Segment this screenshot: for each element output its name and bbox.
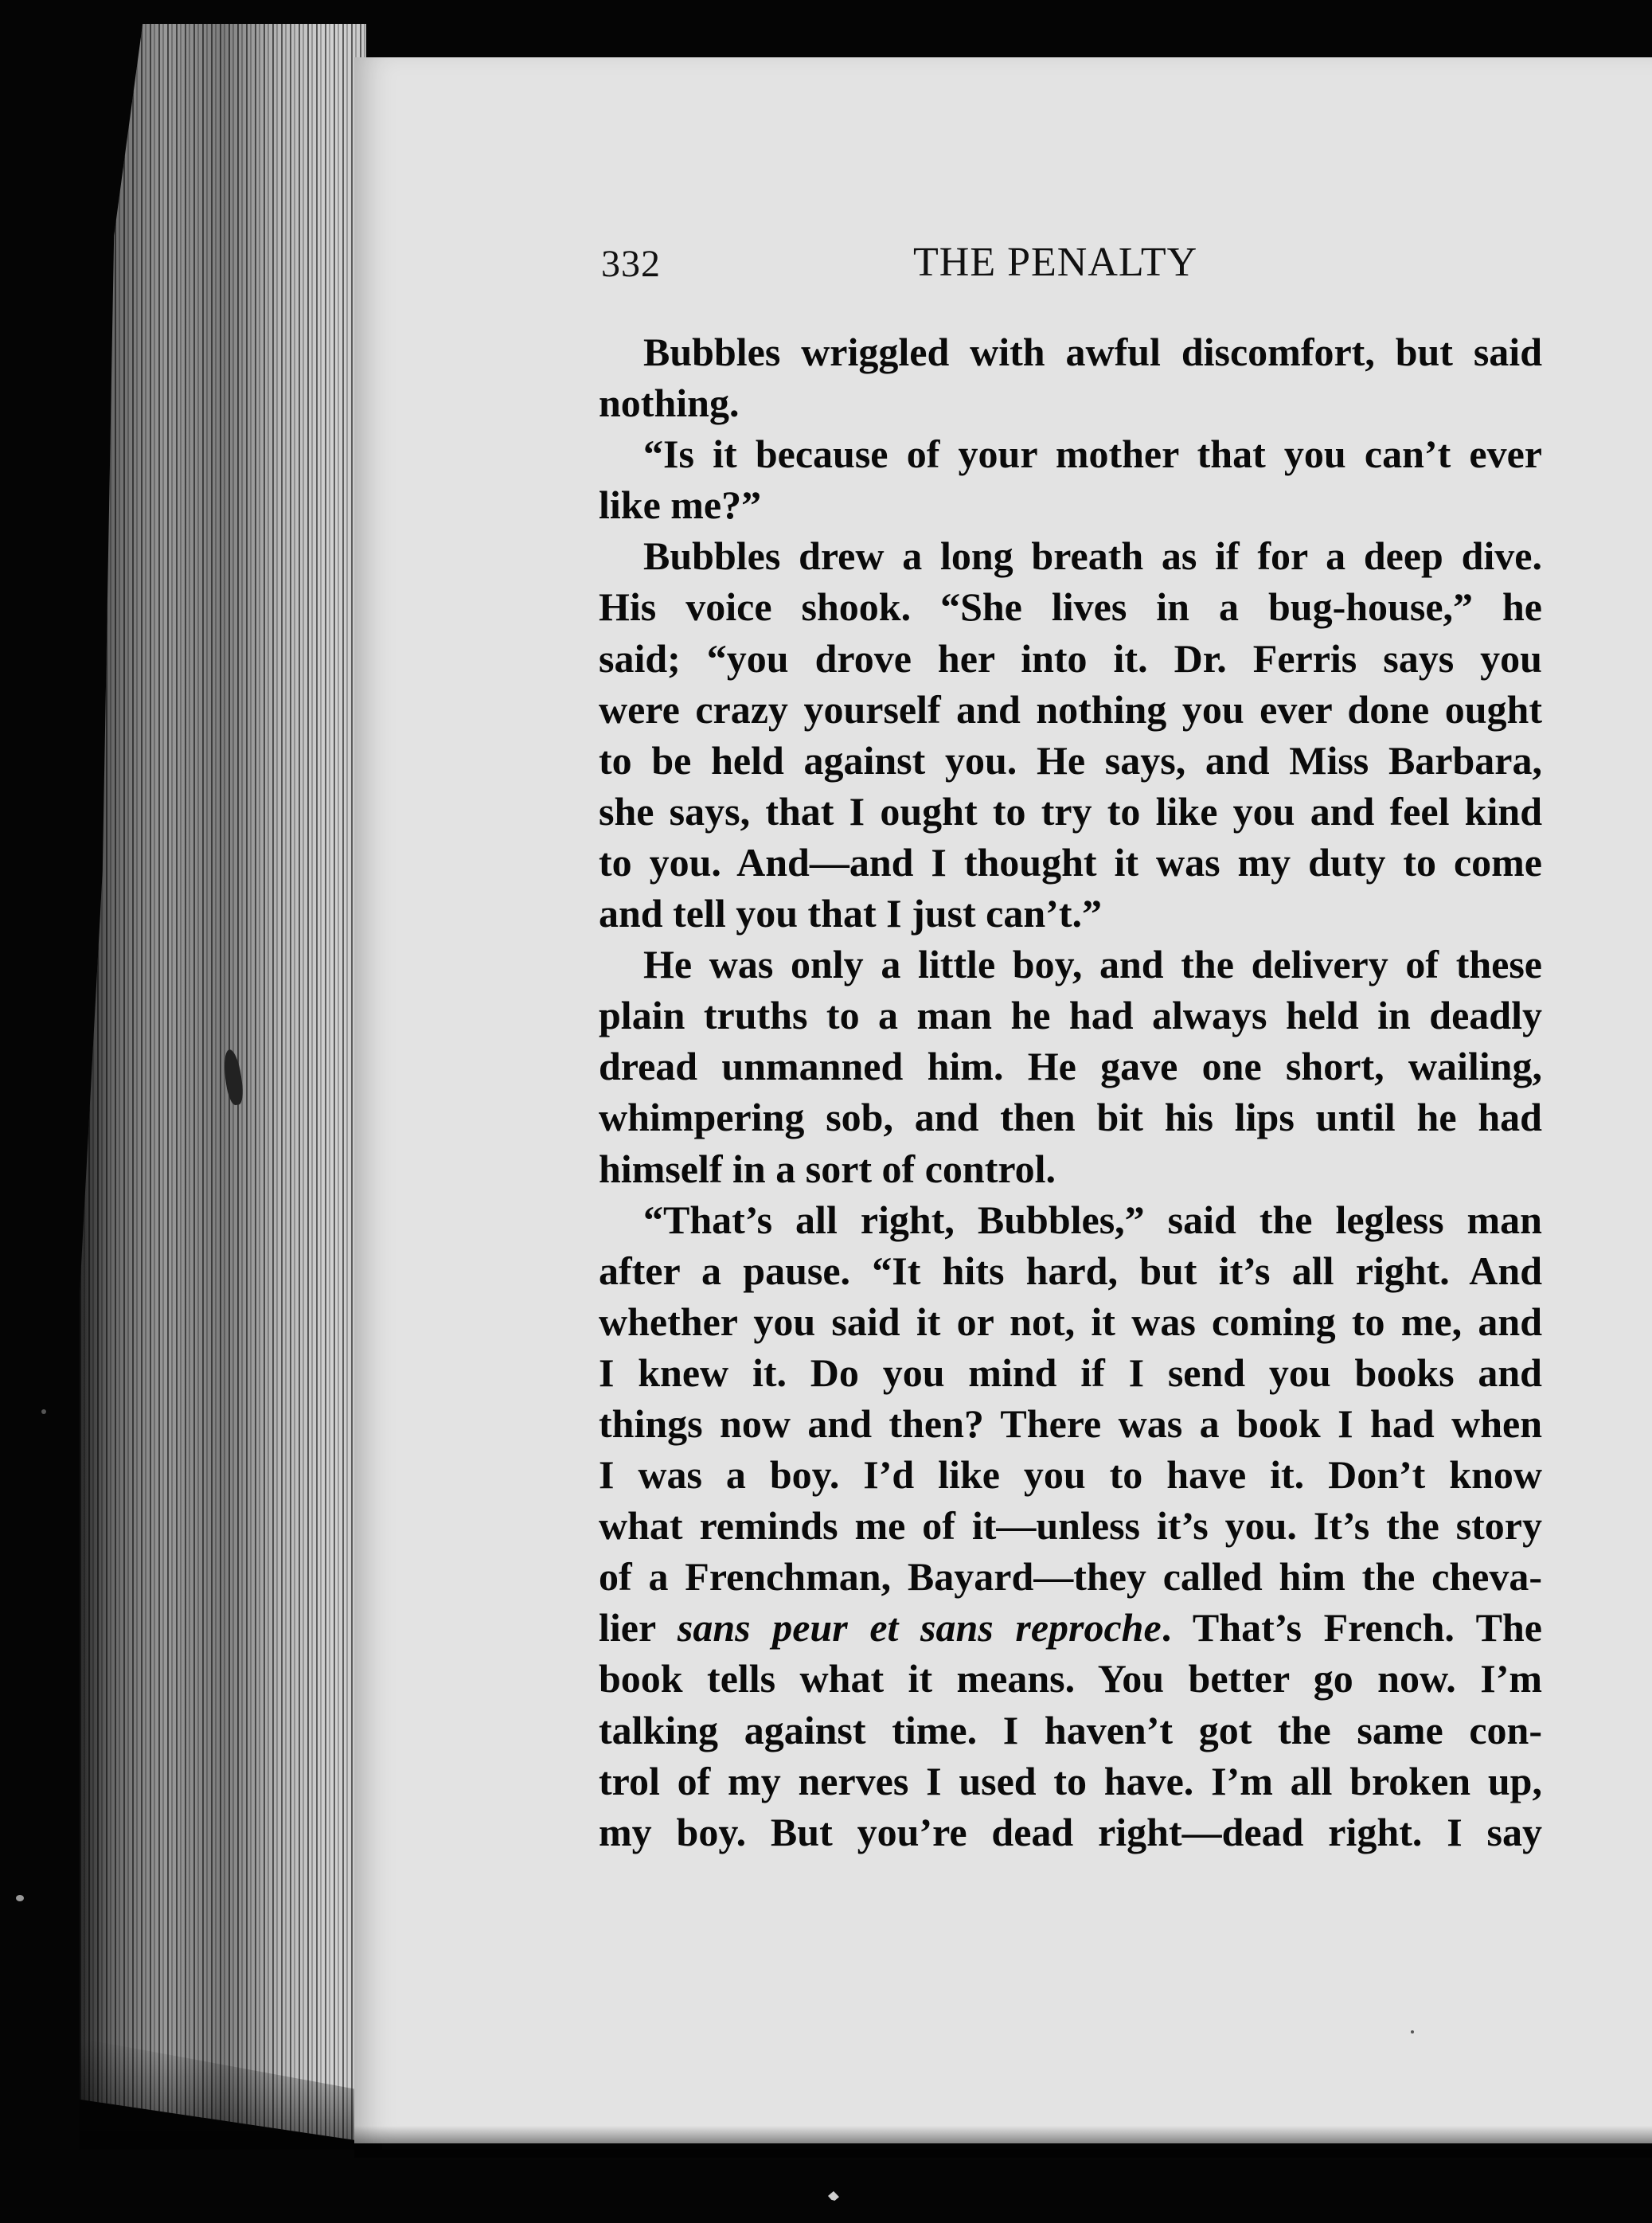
text-line: my boy. But you’re dead right—dead right. I say <box>599 1809 1542 1854</box>
text-line: plain truths to a man he had always held in deadly <box>599 993 1542 1038</box>
page-number: 332 <box>601 243 661 285</box>
text-line: I was a boy. I’d like you to have it. Don’t know <box>599 1452 1542 1498</box>
text-line: things now and then? There was a book I had when <box>599 1401 1542 1446</box>
text-line: book tells what it means. You better go now. I’m <box>599 1656 1542 1701</box>
text-line: “That’s all right, Bubbles,” said the legless man <box>643 1197 1542 1242</box>
text-line: trol of my nerves I used to have. I’m all broken up, <box>599 1758 1542 1803</box>
page-bottom-shadow <box>354 2126 1652 2158</box>
text-segment: . That’s French. The <box>1161 1605 1542 1651</box>
text-line: His voice shook. “She lives in a bug-house,” he <box>599 584 1542 630</box>
text-line: “Is it because of your mother that you can’t ever <box>643 432 1542 477</box>
running-head <box>601 232 1547 296</box>
text-line: dread unmanned him. He gave one short, wailing, <box>599 1044 1542 1089</box>
text-line: He was only a little boy, and the delivery of these <box>643 942 1542 987</box>
text-line: were crazy yourself and nothing you ever done ought <box>599 686 1542 732</box>
text-line: she says, that I ought to try to like you and feel kind <box>599 788 1542 834</box>
text-line: of a Frenchman, Bayard—they called him the cheva- <box>599 1554 1542 1600</box>
text-line: to you. And—and I thought it was my duty to come <box>599 839 1542 885</box>
text-line: whether you said it or not, it was coming to me, and <box>599 1299 1542 1344</box>
text-line: Bubbles wriggled with awful discomfort, but said <box>643 330 1542 374</box>
text-line: I knew it. Do you mind if I send you books and <box>599 1350 1542 1395</box>
text-line: to be held against you. He says, and Miss Barbara, <box>599 737 1542 783</box>
text-line: and tell you that I just can’t.” <box>599 891 1102 936</box>
text-line: Bubbles drew a long breath as if for a deep dive. <box>643 533 1542 579</box>
text-line: whimpering sob, and then bit his lips until he had <box>599 1095 1542 1140</box>
text-line: what reminds me of it—unless it’s you. It’s the story <box>599 1503 1542 1549</box>
book-page-edges <box>80 24 366 2142</box>
text-line: said; “you drove her into it. Dr. Ferris says you <box>599 635 1542 681</box>
dust-speck <box>828 2191 839 2201</box>
text-line: talking against time. I haven’t got the same con- <box>599 1707 1542 1752</box>
dust-speck <box>16 1895 24 1901</box>
text-line <box>599 1602 1542 1653</box>
dust-speck <box>41 1409 46 1414</box>
text-line: nothing. <box>599 381 740 426</box>
italic-phrase: sans peur et sans reproche <box>677 1605 1162 1651</box>
text-line: like me?” <box>599 482 762 528</box>
text-line: after a pause. “It hits hard, but it’s all right. And <box>599 1248 1542 1293</box>
page-title: THE PENALTY <box>913 240 1198 285</box>
text-segment: lier <box>599 1605 678 1651</box>
dust-speck <box>1411 2030 1414 2034</box>
body-text <box>599 326 1542 1858</box>
text-line: himself in a sort of control. <box>599 1146 1056 1191</box>
